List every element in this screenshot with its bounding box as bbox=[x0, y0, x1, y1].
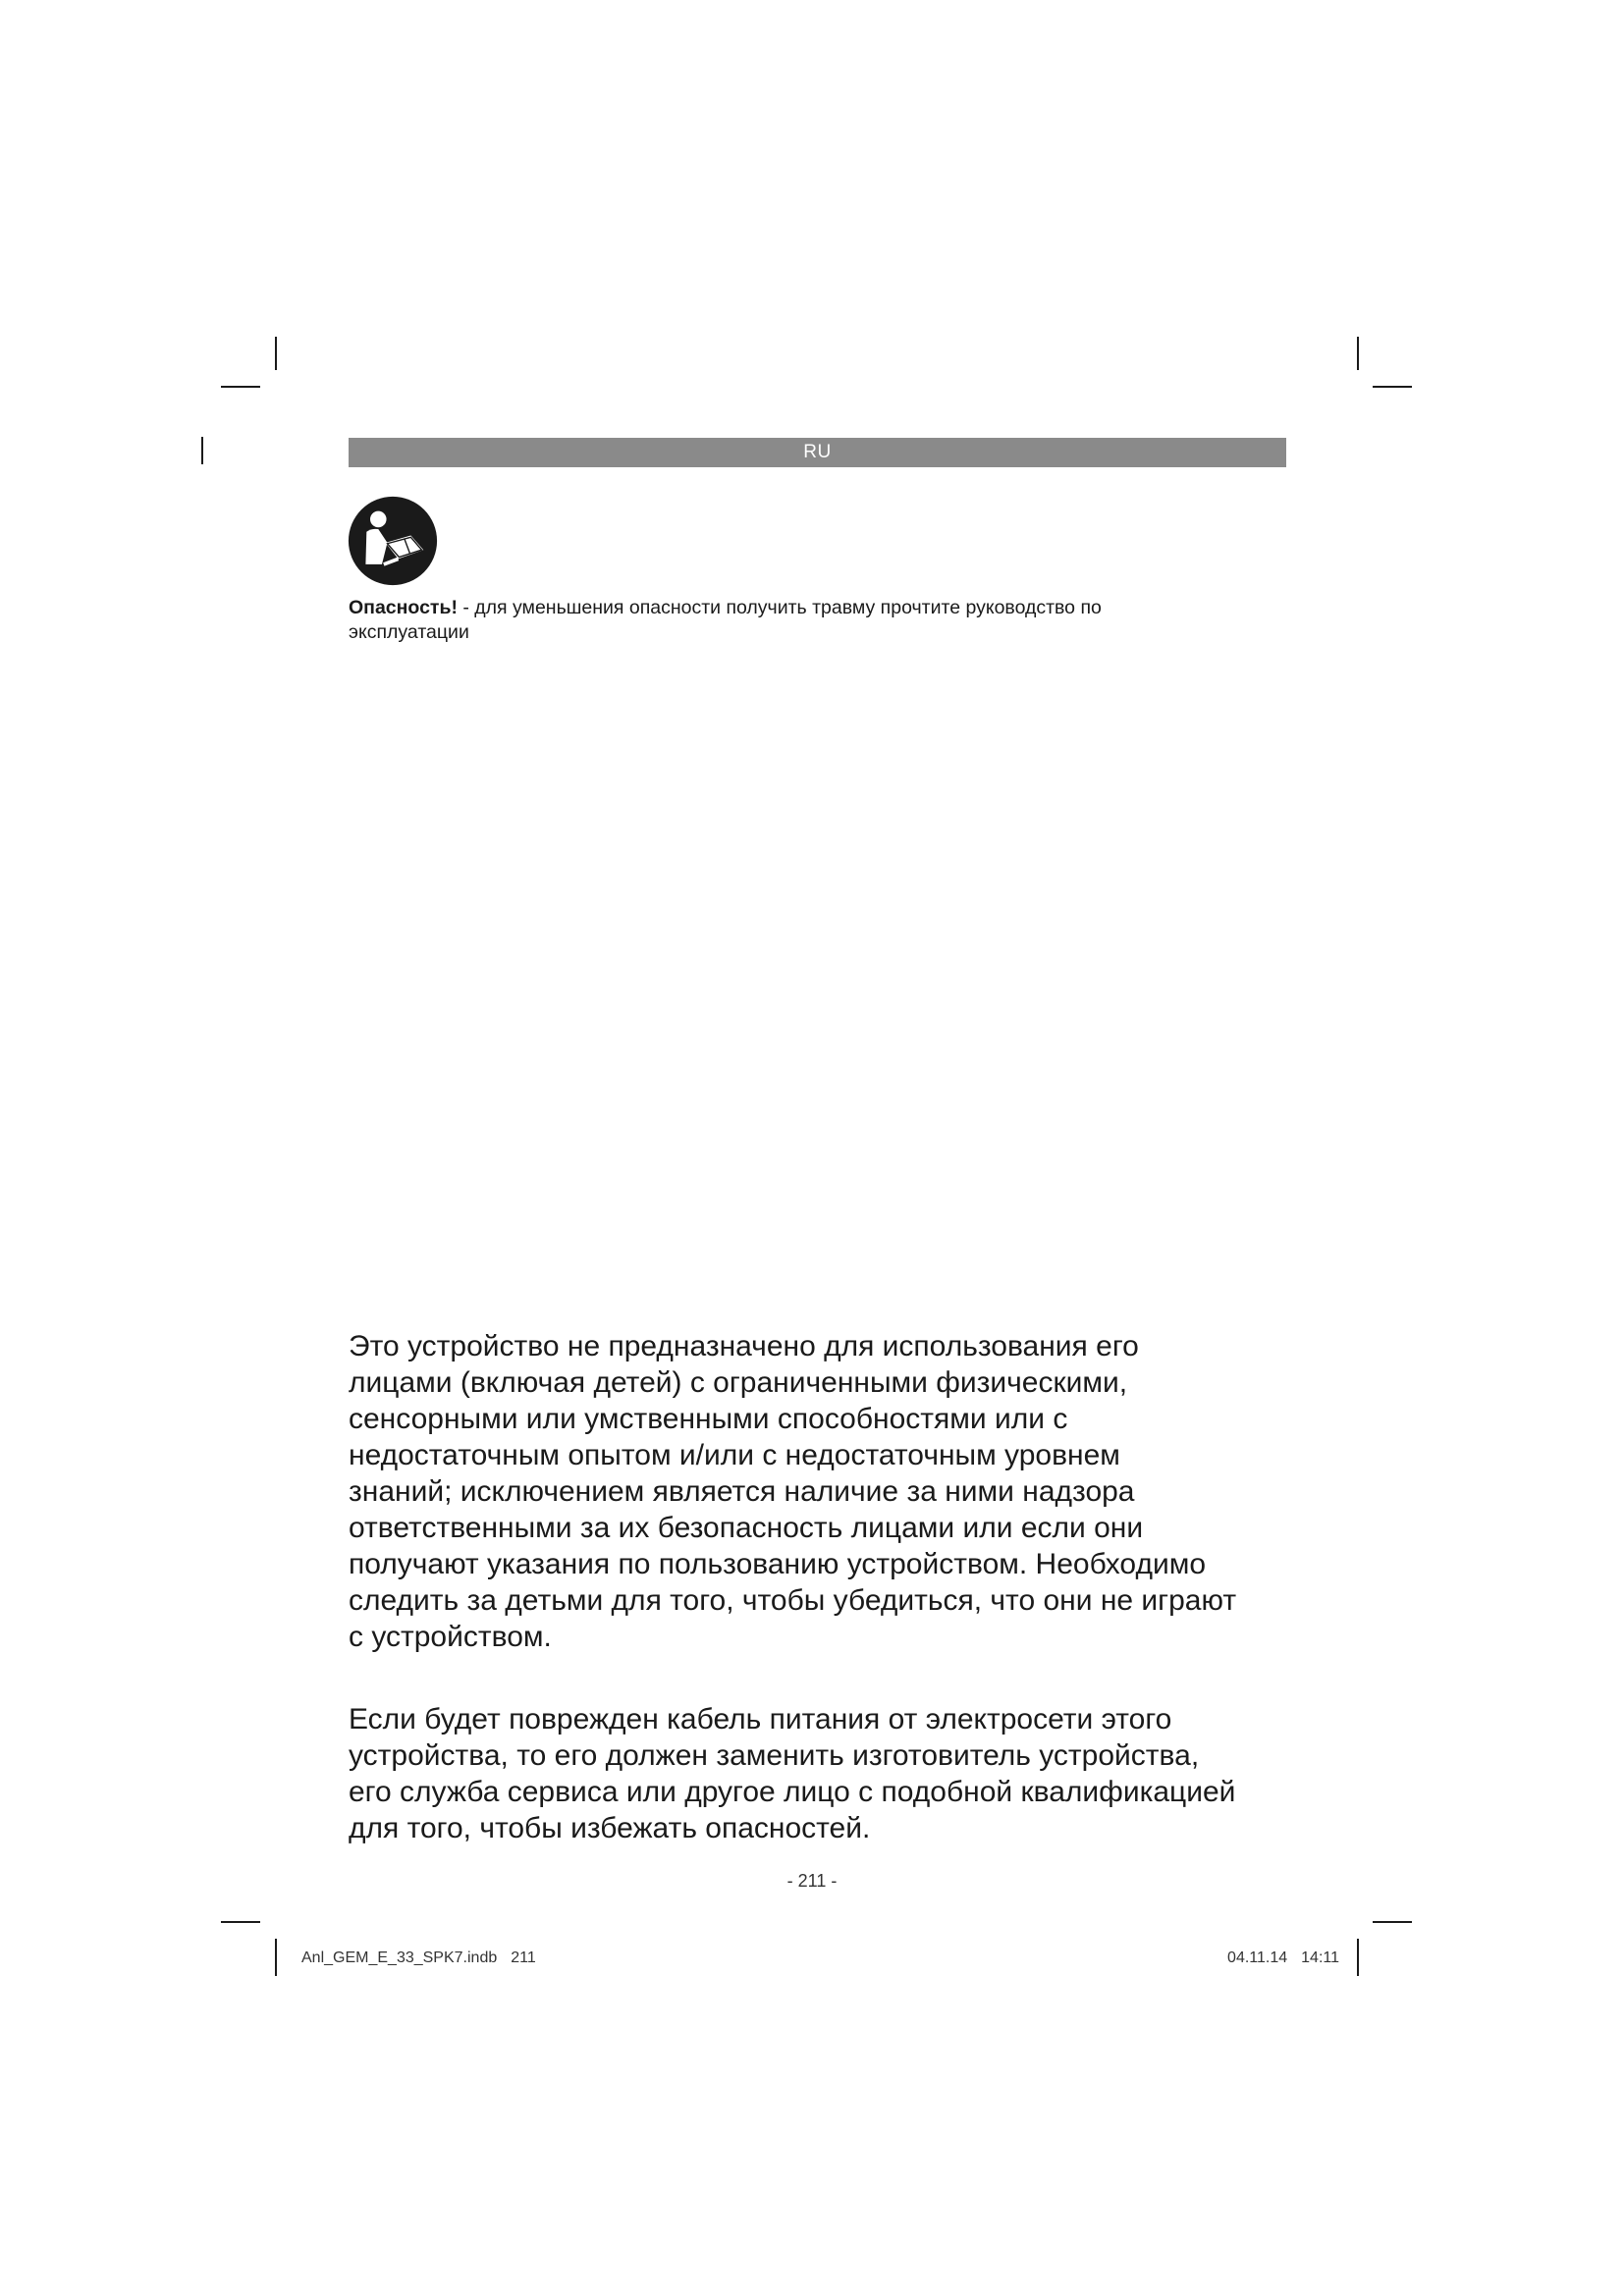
crop-mark-top-right-vertical bbox=[1357, 337, 1359, 370]
read-manual-icon bbox=[348, 496, 438, 586]
paragraph-line: следить за детьми для того, чтобы убедиться, что они не играют bbox=[349, 1584, 1237, 1617]
paragraph-line: устройства, то его должен заменить изготовитель устройства, bbox=[349, 1739, 1200, 1772]
paragraph-line: для того, чтобы избежать опасностей. bbox=[349, 1812, 871, 1844]
language-code: RU bbox=[803, 442, 832, 462]
paragraph-line: ответственными за их безопасность лицами или если они bbox=[349, 1512, 1144, 1544]
crop-mark-top-left-horizontal bbox=[221, 386, 260, 388]
paragraph-line: сенсорными или умственными способностями или с bbox=[349, 1403, 1068, 1435]
slug-file-name: Anl_GEM_E_33_SPK7.indb bbox=[301, 1949, 498, 1966]
language-header-bar bbox=[349, 438, 1286, 467]
crop-mark-top-right-horizontal bbox=[1373, 386, 1412, 388]
danger-label: Опасность! bbox=[349, 597, 458, 618]
crop-mark-bottom-right-horizontal bbox=[1373, 1921, 1412, 1923]
paragraph-line: недостаточным опытом и/или с недостаточным уровнем bbox=[349, 1439, 1120, 1471]
page-number: - 211 - bbox=[786, 1871, 838, 1891]
crop-mark-bottom-left-vertical bbox=[275, 1939, 277, 1976]
crop-mark-left-edge bbox=[201, 437, 203, 464]
paragraph-line: Если будет поврежден кабель питания от электросети этого bbox=[349, 1703, 1172, 1735]
safety-paragraph-2 bbox=[349, 1701, 1291, 1846]
crop-mark-bottom-right-vertical bbox=[1357, 1939, 1359, 1976]
crop-mark-top-left-vertical bbox=[275, 337, 277, 370]
print-slug-file bbox=[301, 1949, 536, 1967]
slug-time: 14:11 bbox=[1301, 1949, 1339, 1966]
danger-note bbox=[349, 596, 1232, 645]
danger-text-line-2: эксплуатации bbox=[349, 621, 469, 643]
paragraph-line: получают указания по пользованию устройством. Необходимо bbox=[349, 1548, 1207, 1580]
safety-paragraph-1 bbox=[349, 1328, 1291, 1655]
paragraph-line: знаний; исключением является наличие за ними надзора bbox=[349, 1475, 1135, 1508]
print-slug-date bbox=[1227, 1949, 1339, 1967]
crop-mark-bottom-left-horizontal bbox=[221, 1921, 260, 1923]
slug-file-page: 211 bbox=[511, 1949, 536, 1966]
danger-text-line-1: - для уменьшения опасности получить травму прочтите руководство по bbox=[457, 597, 1102, 618]
slug-date: 04.11.14 bbox=[1227, 1949, 1288, 1966]
paragraph-line: с устройством. bbox=[349, 1621, 552, 1653]
paragraph-line: Это устройство не предназначено для использования его bbox=[349, 1330, 1139, 1362]
paragraph-line: лицами (включая детей) с ограниченными физическими, bbox=[349, 1366, 1128, 1399]
paragraph-line: его служба сервиса или другое лицо с подобной квалификацией bbox=[349, 1776, 1236, 1808]
